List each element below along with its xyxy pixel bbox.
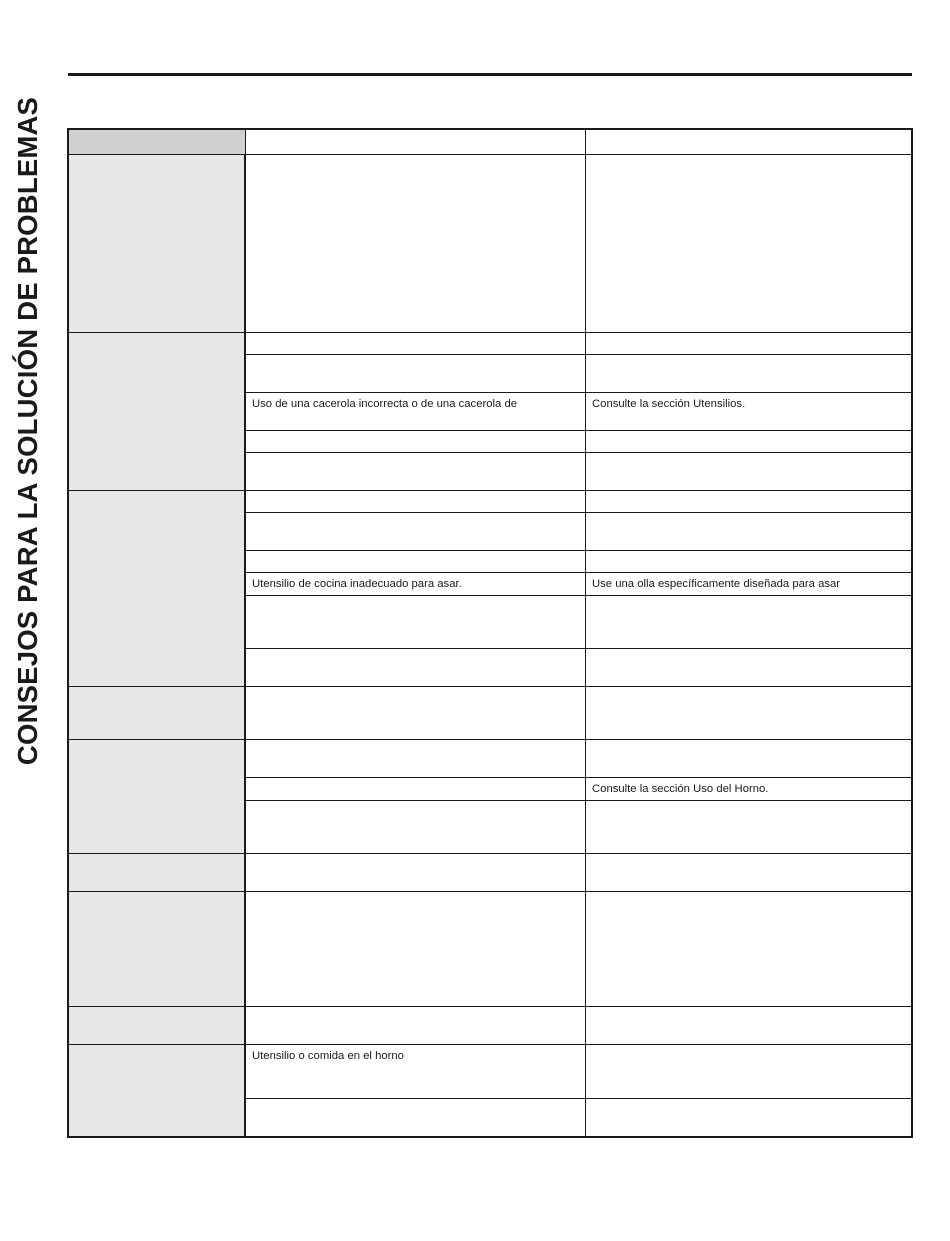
remedy-cell [585,332,913,355]
remedy-cell [585,452,913,491]
cause-cell [245,452,586,491]
cause-cell [245,512,586,551]
cause-cell [245,430,586,453]
remedy-cell [585,853,913,892]
cause-cell [245,686,586,740]
problem-cell [67,853,246,892]
remedy-cell [585,430,913,453]
cause-cell [245,1098,586,1137]
header-cause [245,128,586,155]
header-remedy [585,128,913,155]
cause-cell [245,550,586,573]
remedy-cell [585,512,913,551]
problem-cell [67,490,246,687]
cause-cell [245,1006,586,1045]
cause-cell [245,800,586,854]
cause-cell [245,332,586,355]
cause-cell [245,853,586,892]
problem-cell [67,739,246,854]
remedy-cell [585,490,913,513]
remedy-cell: Use una olla específicamente diseñada para asar [585,572,913,596]
problem-cell [67,891,246,1007]
cause-cell [245,891,586,1007]
header-problem [67,128,246,155]
remedy-cell [585,1006,913,1045]
cause-cell: Utensilio o comida en el horno [245,1044,586,1099]
remedy-cell [585,354,913,393]
remedy-cell: Consulte la sección Utensilios. [585,392,913,431]
problem-cell [67,154,246,333]
cause-cell [245,777,586,801]
remedy-cell [585,686,913,740]
cause-cell [245,354,586,393]
remedy-cell [585,648,913,687]
remedy-cell [585,550,913,573]
cause-cell [245,595,586,649]
cause-cell [245,490,586,513]
remedy-cell [585,1098,913,1137]
problem-cell [67,1006,246,1045]
remedy-cell [585,595,913,649]
cause-cell [245,154,586,333]
problem-cell [67,1044,246,1137]
remedy-cell: Consulte la sección Uso del Horno. [585,777,913,801]
cause-cell: Uso de una cacerola incorrecta o de una cacerola de [245,392,586,431]
remedy-cell [585,739,913,778]
cause-cell: Utensilio de cocina inadecuado para asar. [245,572,586,596]
cause-cell [245,739,586,778]
remedy-cell [585,800,913,854]
remedy-cell [585,154,913,333]
problem-cell [67,686,246,740]
remedy-cell [585,891,913,1007]
problem-cell [67,332,246,491]
remedy-cell [585,1044,913,1099]
cause-cell [245,648,586,687]
side-title-text: CONSEJOS PARA LA SOLUCIÓN DE PROBLEMAS [12,96,43,766]
